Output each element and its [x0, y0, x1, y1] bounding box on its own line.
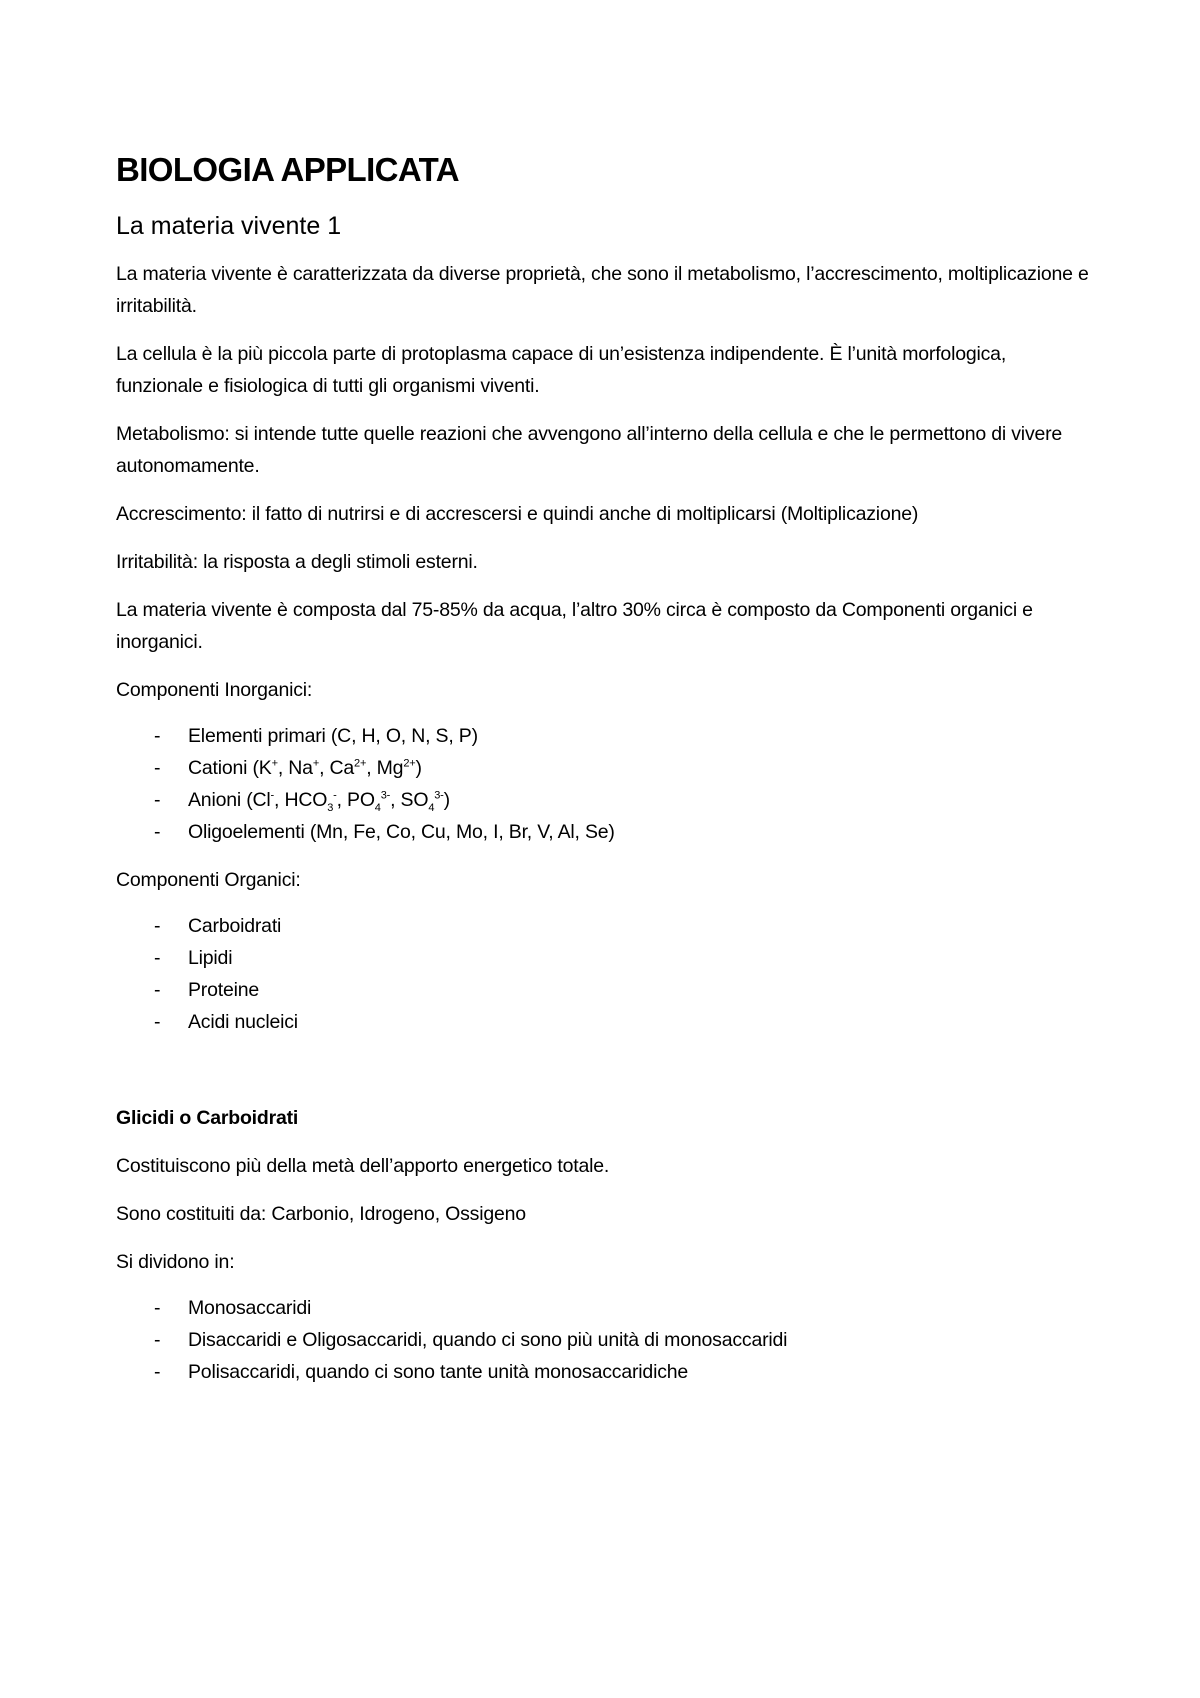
charge-superscript: + — [312, 757, 320, 770]
dash-bullet: - — [154, 821, 161, 843]
document-title: BIOLOGIA APPLICATA — [116, 151, 460, 188]
dash-bullet: - — [154, 979, 161, 1001]
formula-subscript: 4 — [374, 801, 381, 814]
dash-bullet: - — [154, 725, 161, 747]
formula-text: ) — [443, 789, 450, 811]
carbohydrate-types-list — [116, 1292, 1096, 1388]
section-title-carbohydrates: Glicidi o Carboidrati — [116, 1107, 299, 1129]
paragraph-division: Si dividono in: — [116, 1251, 235, 1273]
list-item-text: Proteine — [188, 979, 260, 1001]
charge-superscript: + — [271, 757, 278, 770]
formula-text: , Na — [277, 757, 313, 779]
list-item-text: Acidi nucleici — [188, 1011, 298, 1033]
formula-subscript: 3 — [327, 801, 334, 814]
list-item-text: Carboidrati — [188, 915, 282, 937]
dash-bullet: - — [154, 1361, 161, 1383]
formula-text: , Ca — [319, 757, 355, 779]
list-item — [116, 942, 1096, 974]
formula-text: , HCO — [274, 789, 328, 811]
list-item — [116, 784, 1096, 816]
list-item-text: Elementi primari (C, H, O, N, S, P) — [188, 725, 478, 747]
paragraph-growth: Accrescimento: il fatto di nutrirsi e di accrescersi e quindi anche di moltiplicarsi (Moltiplicazione) — [116, 503, 919, 525]
anions-formula — [188, 789, 450, 814]
dash-bullet: - — [154, 947, 161, 969]
paragraph-cell: La cellula è la più piccola parte di protoplasma capace di un’esistenza indipendente. È l’unità morfologica, funzionale e fisiologica di tutti gli organismi viventi. — [116, 343, 1007, 397]
formula-subscript: 4 — [428, 801, 435, 814]
inorganic-list — [116, 720, 1096, 848]
charge-superscript: 3- — [434, 789, 444, 802]
dash-bullet: - — [154, 789, 161, 811]
list-item — [116, 910, 1096, 942]
dash-bullet: - — [154, 757, 161, 779]
list-item-text: Monosaccaridi — [188, 1297, 312, 1319]
paragraph-metabolism: Metabolismo: si intende tutte quelle reazioni che avvengono all’interno della cellula e che le permettono di vivere autonomamente. — [116, 423, 1063, 477]
formula-text: , PO — [336, 789, 375, 811]
list-item-text: Disaccaridi e Oligosaccaridi, quando ci sono più unità di monosaccaridi — [188, 1329, 788, 1351]
list-item-text: Polisaccaridi, quando ci sono tante unità monosaccaridiche — [188, 1361, 689, 1383]
charge-superscript: - — [333, 789, 337, 802]
formula-text: , Mg — [366, 757, 404, 779]
list-item — [116, 1292, 1096, 1324]
list-item-text: Lipidi — [188, 947, 233, 969]
charge-superscript: - — [270, 789, 275, 802]
document-subtitle: La materia vivente 1 — [116, 212, 342, 240]
list-item — [116, 974, 1096, 1006]
inorganic-heading: Componenti Inorganici: — [116, 679, 313, 701]
organic-heading: Componenti Organici: — [116, 869, 301, 891]
dash-bullet: - — [154, 1297, 161, 1319]
charge-superscript: 2+ — [403, 757, 416, 770]
formula-text: Cationi (K — [188, 757, 272, 779]
cations-formula — [188, 757, 422, 779]
list-item-text: Oligoelementi (Mn, Fe, Co, Cu, Mo, I, Br, V, Al, Se) — [188, 821, 615, 843]
paragraph-energy: Costituiscono più della metà dell’apporto energetico totale. — [116, 1155, 610, 1177]
paragraph-living-matter: La materia vivente è caratterizzata da diverse proprietà, che sono il metabolismo, l’accrescimento, moltiplicazione e irritabilità. — [116, 263, 1089, 317]
paragraph-irritability: Irritabilità: la risposta a degli stimoli esterni. — [116, 551, 478, 573]
list-item — [116, 816, 1096, 848]
paragraph-elements: Sono costituiti da: Carbonio, Idrogeno, Ossigeno — [116, 1203, 526, 1225]
charge-superscript: 3- — [380, 789, 391, 802]
charge-superscript: 2+ — [354, 757, 367, 770]
dash-bullet: - — [154, 915, 161, 937]
dash-bullet: - — [154, 1011, 161, 1033]
organic-list — [116, 910, 1096, 1038]
list-item — [116, 720, 1096, 752]
list-item — [116, 752, 1096, 784]
formula-text: , SO — [390, 789, 429, 811]
dash-bullet: - — [154, 1329, 161, 1351]
list-item — [116, 1324, 1096, 1356]
formula-text: ) — [415, 757, 422, 779]
paragraph-composition: La materia vivente è composta dal 75-85% da acqua, l’altro 30% circa è composto da Componenti organici e inorganici. — [116, 599, 1033, 653]
list-item — [116, 1006, 1096, 1038]
list-item — [116, 1356, 1096, 1388]
document-body — [116, 146, 1096, 1388]
formula-text: Anioni (Cl — [188, 789, 271, 811]
